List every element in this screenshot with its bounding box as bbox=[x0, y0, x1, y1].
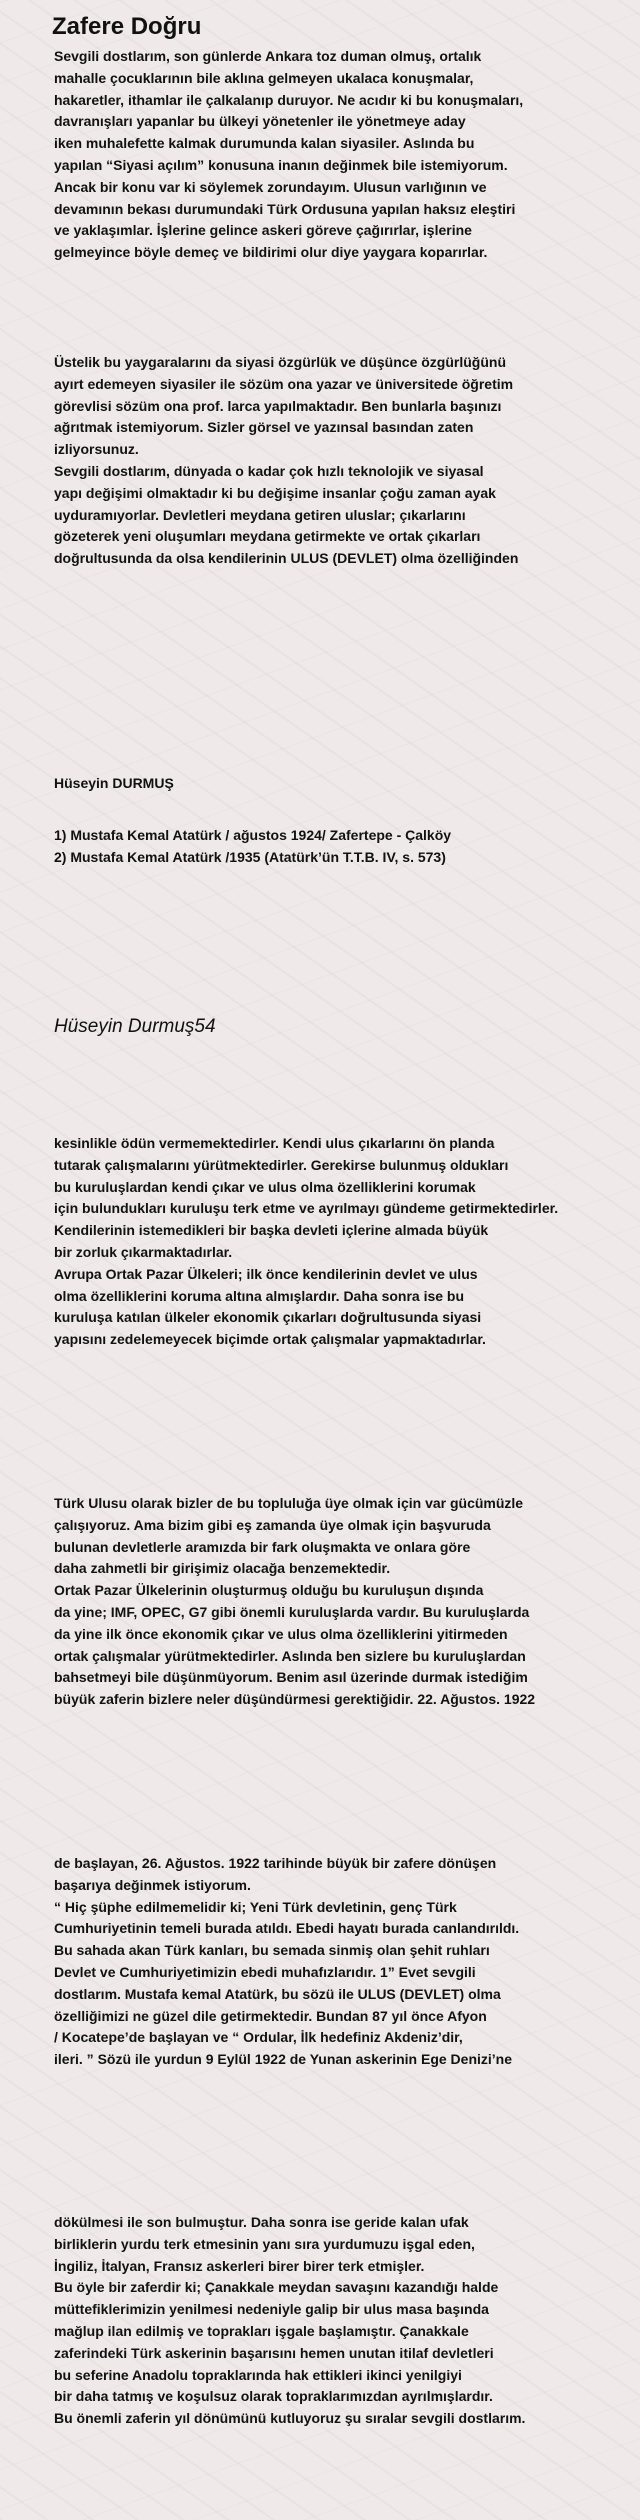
paragraph-1 bbox=[54, 46, 634, 264]
text-line: ayırt edemeyen siyasiler ile sözüm ona yazar ve üniversitede öğretim bbox=[54, 375, 514, 392]
text-line: dökülmesi ile son bulmuştur. Daha sonra ise geride kalan ufak bbox=[54, 2214, 469, 2230]
paragraph-4 bbox=[54, 1493, 634, 1711]
paragraph-6 bbox=[54, 2212, 634, 2430]
text-line: bir daha tatmış ve koşulsuz olarak topraklarımızdan ayrılmışlardır. bbox=[54, 2388, 493, 2405]
text-line: yapı değişimi olmaktadır ki bu değişime insanlar çoğu zaman ayak bbox=[54, 484, 496, 501]
text-line: de başlayan, 26. Ağustos. 1922 tarihinde büyük bir zafere dönüşen bbox=[54, 1855, 497, 1871]
text-line: uyduramıyorlar. Devletleri meydana getiren uluslar; çıkarlarını bbox=[54, 506, 466, 523]
text-line: Cumhuriyetinin temeli burada atıldı. Ebedi hayatı burada canlandırıldı. bbox=[54, 1920, 520, 1937]
text-line: da yine; IMF, OPEC, G7 gibi önemli kuruluşlarda vardır. Bu kuruluşlarda bbox=[54, 1603, 530, 1620]
text-line: 1) Mustafa Kemal Atatürk / ağustos 1924/ Zafertepe - Çalköy bbox=[54, 827, 452, 843]
text-line: ortak çalışmalar yürütmektedirler. Aslında ben sizlere bu kuruluşlardan bbox=[54, 1647, 526, 1664]
text-line: bu seferine Anadolu topraklarında hak ettikleri ikinci yenilgiyi bbox=[54, 2366, 462, 2383]
text-line: başarıya değinmek istiyorum. bbox=[54, 1876, 251, 1893]
text-line: İngiliz, İtalyan, Fransız askerleri birer birer terk etmişler. bbox=[54, 2257, 425, 2274]
text-line: ve yaklaşımlar. İşlerine gelince askeri göreve çağırırlar, işlerine bbox=[54, 222, 472, 239]
text-line: Devlet ve Cumhuriyetimizin ebedi muhafızlarıdır. 1” Evet sevgili bbox=[54, 1963, 476, 1980]
text-line: yapılan “Siyasi açılım” konusuna inanın değinmek bile istemiyorum. bbox=[54, 156, 508, 173]
text-line: gözeterek yeni oluşumları meydana getirmekte ve ortak çıkarları bbox=[54, 528, 481, 545]
text-line: Üstelik bu yaygaralarını da siyasi özgürlük ve düşünce özgürlüğünü bbox=[54, 354, 506, 370]
paragraph-5 bbox=[54, 1853, 634, 2071]
text-line: Ancak bir konu var ki söylemek zorundayım. Ulusun varlığının ve bbox=[54, 178, 487, 195]
text-line: Bu sahada akan Türk kanları, bu semada sinmiş olan şehit ruhları bbox=[54, 1942, 490, 1959]
text-line: Hüseyin DURMUŞ bbox=[54, 775, 174, 791]
text-line: bir zorluk çıkarmaktadırlar. bbox=[54, 1243, 233, 1260]
text-line: tutarak çalışmalarını yürütmektedirler. Gerekirse bulunmuş oldukları bbox=[54, 1156, 509, 1173]
text-line: bu kuruluşlardan kendi çıkar ve ulus olma özelliklerini korumak bbox=[54, 1178, 476, 1195]
article-title: Zafere Doğru bbox=[52, 13, 202, 40]
paragraph-2 bbox=[54, 352, 634, 570]
references-list bbox=[54, 825, 634, 869]
text-line: Kendilerinin istemedikleri bir başka devleti içlerine almada büyük bbox=[54, 1222, 489, 1239]
text-line: daha zahmetli bir girişimiz olacağa benzemektedir. bbox=[54, 1560, 391, 1577]
text-line: Sevgili dostlarım, son günlerde Ankara toz duman olmuş, ortalık bbox=[54, 48, 482, 64]
text-line: dostlarım. Mustafa kemal Atatürk, bu sözü ile ULUS (DEVLET) olma bbox=[54, 1985, 501, 2002]
text-line: yapısını zedelemeyecek biçimde ortak çalışmalar yapmaktadırlar. bbox=[54, 1331, 486, 1348]
text-line: Türk Ulusu olarak bizler de bu topluluğa üye olmak için var gücümüzle bbox=[54, 1495, 524, 1511]
text-line: ağrıtmak istemiyorum. Sizler görsel ve yazınsal basından zaten bbox=[54, 419, 474, 436]
text-line: Sevgili dostlarım, dünyada o kadar çok hızlı teknolojik ve siyasal bbox=[54, 462, 484, 479]
text-line: hakaretler, ithamlar ile çalkalanıp duruyor. Ne acıdır ki bu konuşmaları, bbox=[54, 91, 524, 108]
text-line: Avrupa Ortak Pazar Ülkeleri; ilk önce kendilerinin devlet ve ulus bbox=[54, 1265, 478, 1282]
signature: Hüseyin Durmuş54 bbox=[54, 1016, 216, 1037]
text-line: kesinlikle ödün vermemektedirler. Kendi ulus çıkarlarını ön planda bbox=[54, 1135, 495, 1151]
text-line: kuruluşa katılan ülkeler ekonomik çıkarları doğrultusunda siyasi bbox=[54, 1309, 482, 1326]
text-line: birliklerin yurdu terk etmesinin yanı sıra yurdumuzu işgal eden, bbox=[54, 2235, 475, 2252]
text-line: görevlisi sözüm ona prof. larca yapılmaktadır. Ben bunlarla başınızı bbox=[54, 397, 502, 414]
text-line: müttefiklerimizin yenilmesi nedeniyle galip bir ulus masa başında bbox=[54, 2301, 489, 2318]
text-line: “ Hiç şüphe edilmemelidir ki; Yeni Türk devletinin, genç Türk bbox=[54, 1898, 457, 1915]
text-line: mahalle çocuklarının bile aklına gelmeyen ukalaca konuşmalar, bbox=[54, 69, 474, 86]
text-line: Ortak Pazar Ülkelerinin oluşturmuş olduğu bu kuruluşun dışında bbox=[54, 1582, 484, 1599]
text-line: gelmeyince böyle demeç ve bildirimi olur diye yaygara koparırlar. bbox=[54, 244, 488, 261]
text-line: devamının bekası durumundaki Türk Ordusuna yapılan haksız eleştiri bbox=[54, 200, 516, 217]
text-line: özelliğimizi ne güzel dile getirmektedir. Bundan 87 yıl önce Afyon bbox=[54, 2007, 487, 2024]
text-line: davranışları yapanlar bu ülkeyi yönetenler ile yönetmeye aday bbox=[54, 113, 466, 130]
text-line: mağlup ilan edilmiş ve toprakları işgale başlamıştır. Çanakkale bbox=[54, 2322, 469, 2339]
text-line: olma özelliklerini koruma altına almışlardır. Daha sonra ise bu bbox=[54, 1287, 465, 1304]
text-line: 2) Mustafa Kemal Atatürk /1935 (Atatürk’ün T.T.B. IV, s. 573) bbox=[54, 848, 446, 865]
paragraph-3 bbox=[54, 1133, 634, 1351]
text-line: izliyorsunuz. bbox=[54, 441, 139, 458]
text-line: ileri. ” Sözü ile yurdun 9 Eylül 1922 de Yunan askerinin Ege Denizi’ne bbox=[54, 2051, 513, 2068]
text-line: Bu önemli zaferin yıl dönümünü kutluyoruz şu sıralar sevgili dostlarım. bbox=[54, 2410, 526, 2427]
text-line: bahsetmeyi bile düşünmüyorum. Benim asıl üzerinde durmak istediğim bbox=[54, 1669, 528, 1686]
text-line: doğrultusunda da olsa kendilerinin ULUS (DEVLET) olma özelliğinden bbox=[54, 550, 519, 567]
text-line: Bu öyle bir zaferdir ki; Çanakkale meydan savaşını kazandığı halde bbox=[54, 2279, 499, 2296]
author-name bbox=[54, 773, 634, 795]
text-line: / Kocatepe’de başlayan ve “ Ordular, İlk hedefiniz Akdeniz’dir, bbox=[54, 2029, 463, 2046]
text-line: da yine ilk önce ekonomik çıkar ve ulus olma özelliklerini yitirmeden bbox=[54, 1625, 508, 1642]
text-line: bulunan devletlerle aramızda bir fark oluşmakta ve onlara göre bbox=[54, 1538, 471, 1555]
text-line: zaferindeki Türk askerinin başarısını hemen unutan itilaf devletleri bbox=[54, 2344, 494, 2361]
text-line: çalışıyoruz. Ama bizim gibi eş zamanda üye olmak için başvuruda bbox=[54, 1516, 491, 1533]
text-line: büyük zaferin bizlere neler düşündürmesi gerektiğidir. 22. Ağustos. 1922 bbox=[54, 1691, 536, 1708]
text-line: için bulundukları kuruluşu terk etme ve ayrılmayı gündeme getirmektedirler. bbox=[54, 1200, 559, 1217]
text-line: iken muhalefette kalmak durumunda kalan siyasiler. Aslında bu bbox=[54, 135, 475, 152]
